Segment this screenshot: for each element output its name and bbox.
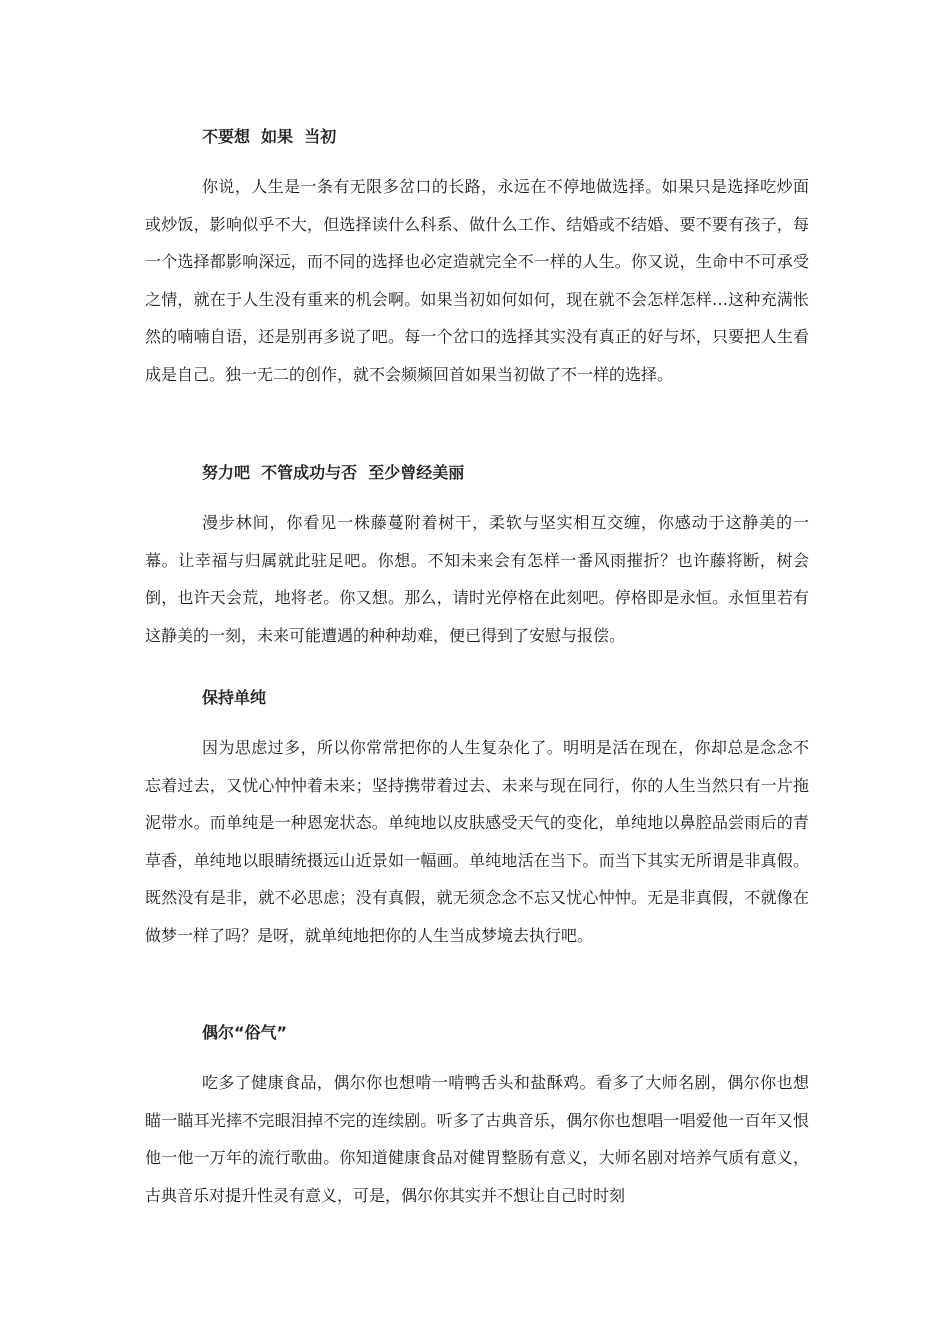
section-heading: 不要想 如果 当初 xyxy=(202,127,337,146)
section-heading: 努力吧 不管成功与否 至少曾经美丽 xyxy=(202,463,465,482)
section-heading: 保持单纯 xyxy=(202,688,267,707)
section-paragraph: 吃多了健康食品，偶尔你也想啃一啃鸭舌头和盐酥鸡。看多了大师名剧，偶尔你也想瞄一瞄耳光摔不完眼泪掉不完的连续剧。听多了古典音乐，偶尔你也想唱一唱爱他一百年又恨他一他一万年的流行歌曲。你知道健康食品对健胃整肠有意义，大师名剧对培养气质有意义，古典音乐对提升性灵有意义，可是，偶尔你其实并不想让自己时时刻 xyxy=(145,1073,809,1205)
section-paragraph: 你说，人生是一条有无限多岔口的长路，永远在不停地做选择。如果只是选择吃炒面或炒饭，影响似乎不大，但选择读什么科系、做什么工作、结婚或不结婚、要不要有孩子，每一个选择都影响深远，而不同的选择也必定造就完全不一样的人生。你又说，生命中不可承受之情，就在于人生没有重来的机会啊。如果当初如何如何，现在就不会怎样怎样…这种充满怅然的喃喃自语，还是别再多说了吧。每一个岔口的选择其实没有真正的好与坏，只要把人生看成是自己。独一无二的创作，就不会频频回首如果当初做了不一样的选择。 xyxy=(145,177,809,384)
section-paragraph: 因为思虑过多，所以你常常把你的人生复杂化了。明明是活在现在，你却总是念念不忘着过去，又忧心忡忡着未来；坚持携带着过去、未来与现在同行，你的人生当然只有一片拖泥带水。而单纯是一种恩宠状态。单纯地以皮肤感受天气的变化，单纯地以鼻腔品尝雨后的青草香，单纯地以眼睛统摄远山近景如一幅画。单纯地活在当下。而当下其实无所谓是非真假。既然没有是非，就不必思虑；没有真假，就无须念念不忘又忧心忡忡。无是非真假，不就像在做梦一样了吗？是呀，就单纯地把你的人生当成梦境去执行吧。 xyxy=(145,738,809,945)
section-heading: 偶尔“俗气” xyxy=(202,1023,288,1042)
section-paragraph: 漫步林间，你看见一株藤蔓附着树干，柔软与坚实相互交缠，你感动于这静美的一幕。让幸福与归属就此驻足吧。你想。不知未来会有怎样一番风雨摧折？也许藤将断，树会倒，也许天会荒，地将老。你又想。那么，请时光停格在此刻吧。停格即是永恒。永恒里若有这静美的一刻，未来可能遭遇的种种劫难，便已得到了安慰与报偿。 xyxy=(145,513,809,645)
